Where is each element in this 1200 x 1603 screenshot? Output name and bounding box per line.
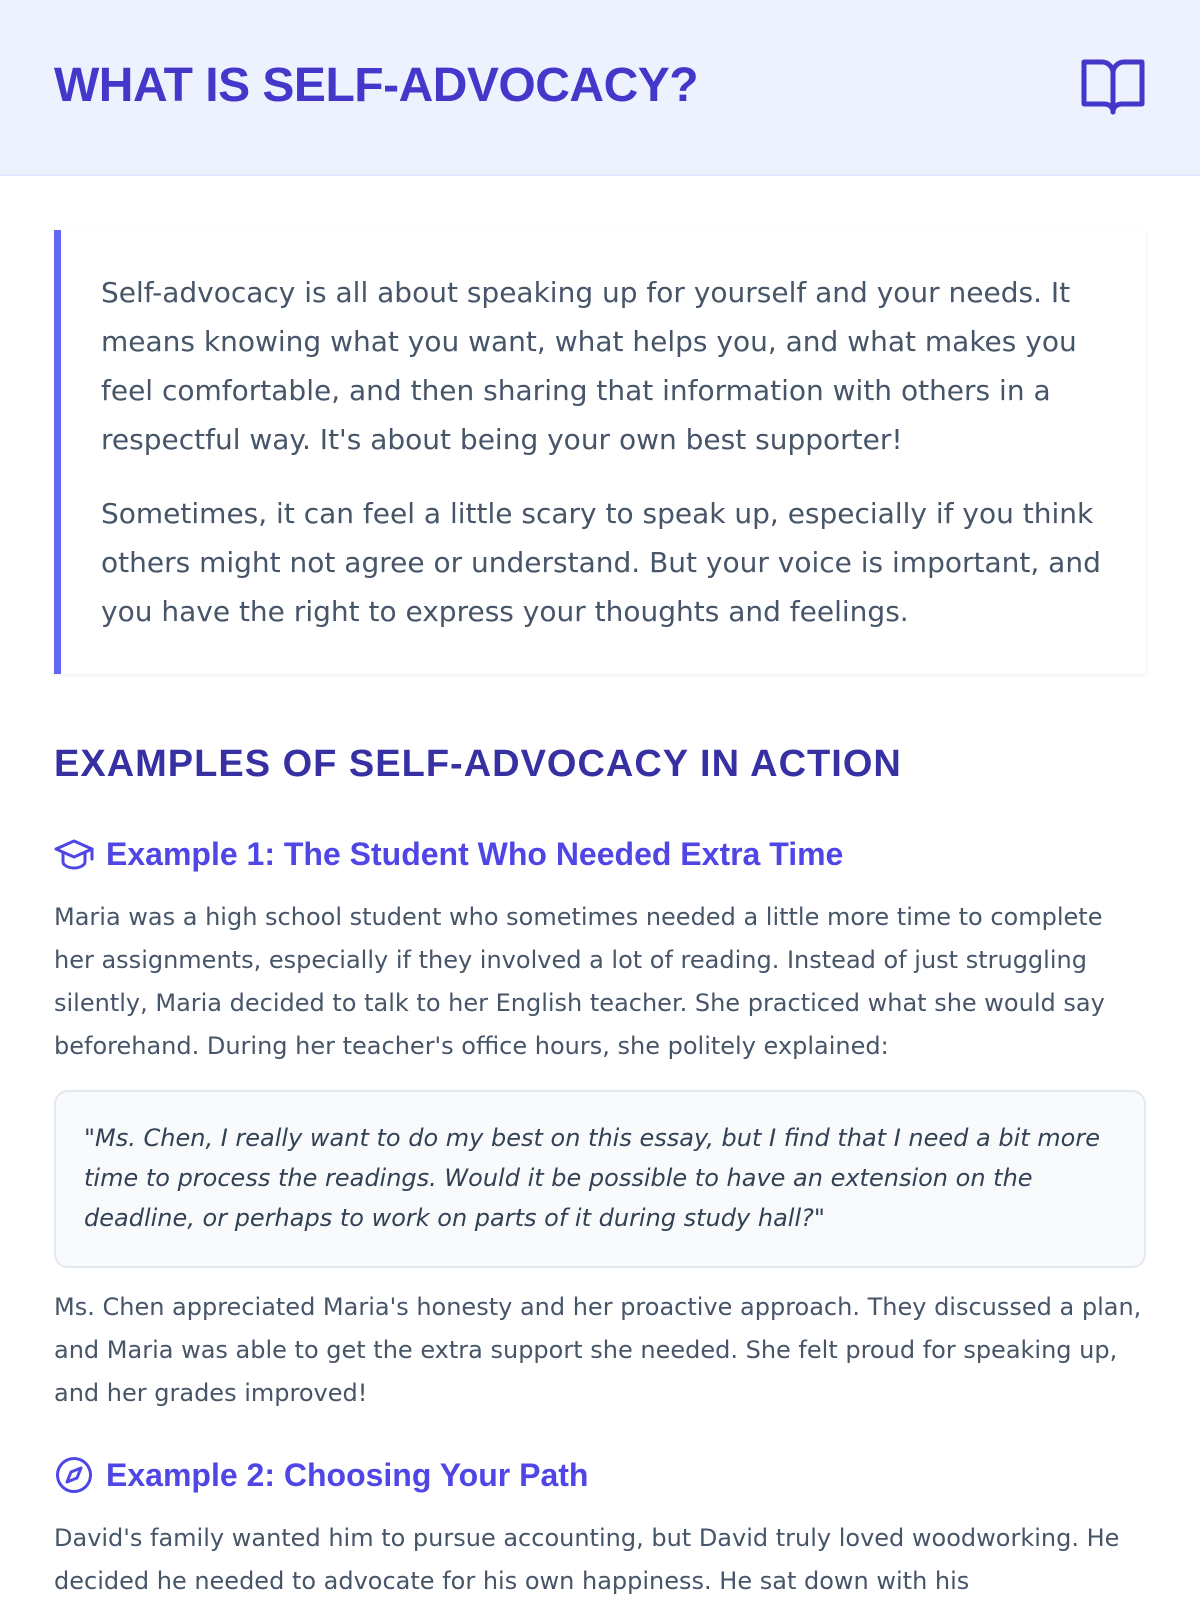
example-2-heading (54, 1451, 1146, 1499)
example-2-text: David's family wanted him to pursue accounting, but David truly loved woodworking. He decided he needed to advocate for his own happiness. He sat down with his (54, 1524, 1120, 1595)
example-1-title: Example 1: The Student Who Needed Extra Time (106, 835, 844, 872)
compass-icon (54, 1455, 94, 1495)
section-heading: EXAMPLES OF SELF-ADVOCACY IN ACTION (54, 743, 902, 785)
intro-callout (54, 230, 1146, 674)
example-1-text: Maria was a high school student who sometimes needed a little more time to complete her assignments, especially if they involved a lot of reading. Instead of just struggling silently, Maria decided to talk to her English teacher. She practiced what she would say beforehand. During her teacher's office hours, she politely explained: (54, 903, 1105, 1060)
intro-paragraph: Self-advocacy is all about speaking up for yourself and your needs. It means knowing what you want, what helps you, and what makes you feel comfortable, and then sharing that information with others in a respectful way. It's about being your own best supporter! (101, 276, 1077, 456)
graduation-cap-icon (54, 834, 94, 874)
main-content (0, 176, 1200, 1603)
intro-paragraph: Sometimes, it can feel a little scary to speak up, especially if you think others might not agree or understand. But your voice is important, and you have the right to express your thoughts and feelings. (101, 497, 1101, 628)
example-1-outcome: Ms. Chen appreciated Maria's honesty and her proactive approach. They discussed a plan, and Maria was able to get the extra support she needed. She felt proud for speaking up, and her grades improved! (54, 1293, 1142, 1407)
example-1-quote: "Ms. Chen, I really want to do my best on this essay, but I find that I need a bit more time to process the readings. Would it be possible to have an extension on the deadline, or perhaps to work on parts of it during study hall?" (54, 1090, 1146, 1268)
page-title: WHAT IS SELF-ADVOCACY? (54, 59, 699, 112)
example-1-heading (54, 830, 1146, 878)
page-header (0, 0, 1200, 176)
example-2-title: Example 2: Choosing Your Path (106, 1456, 589, 1493)
open-book-icon (1080, 56, 1146, 116)
